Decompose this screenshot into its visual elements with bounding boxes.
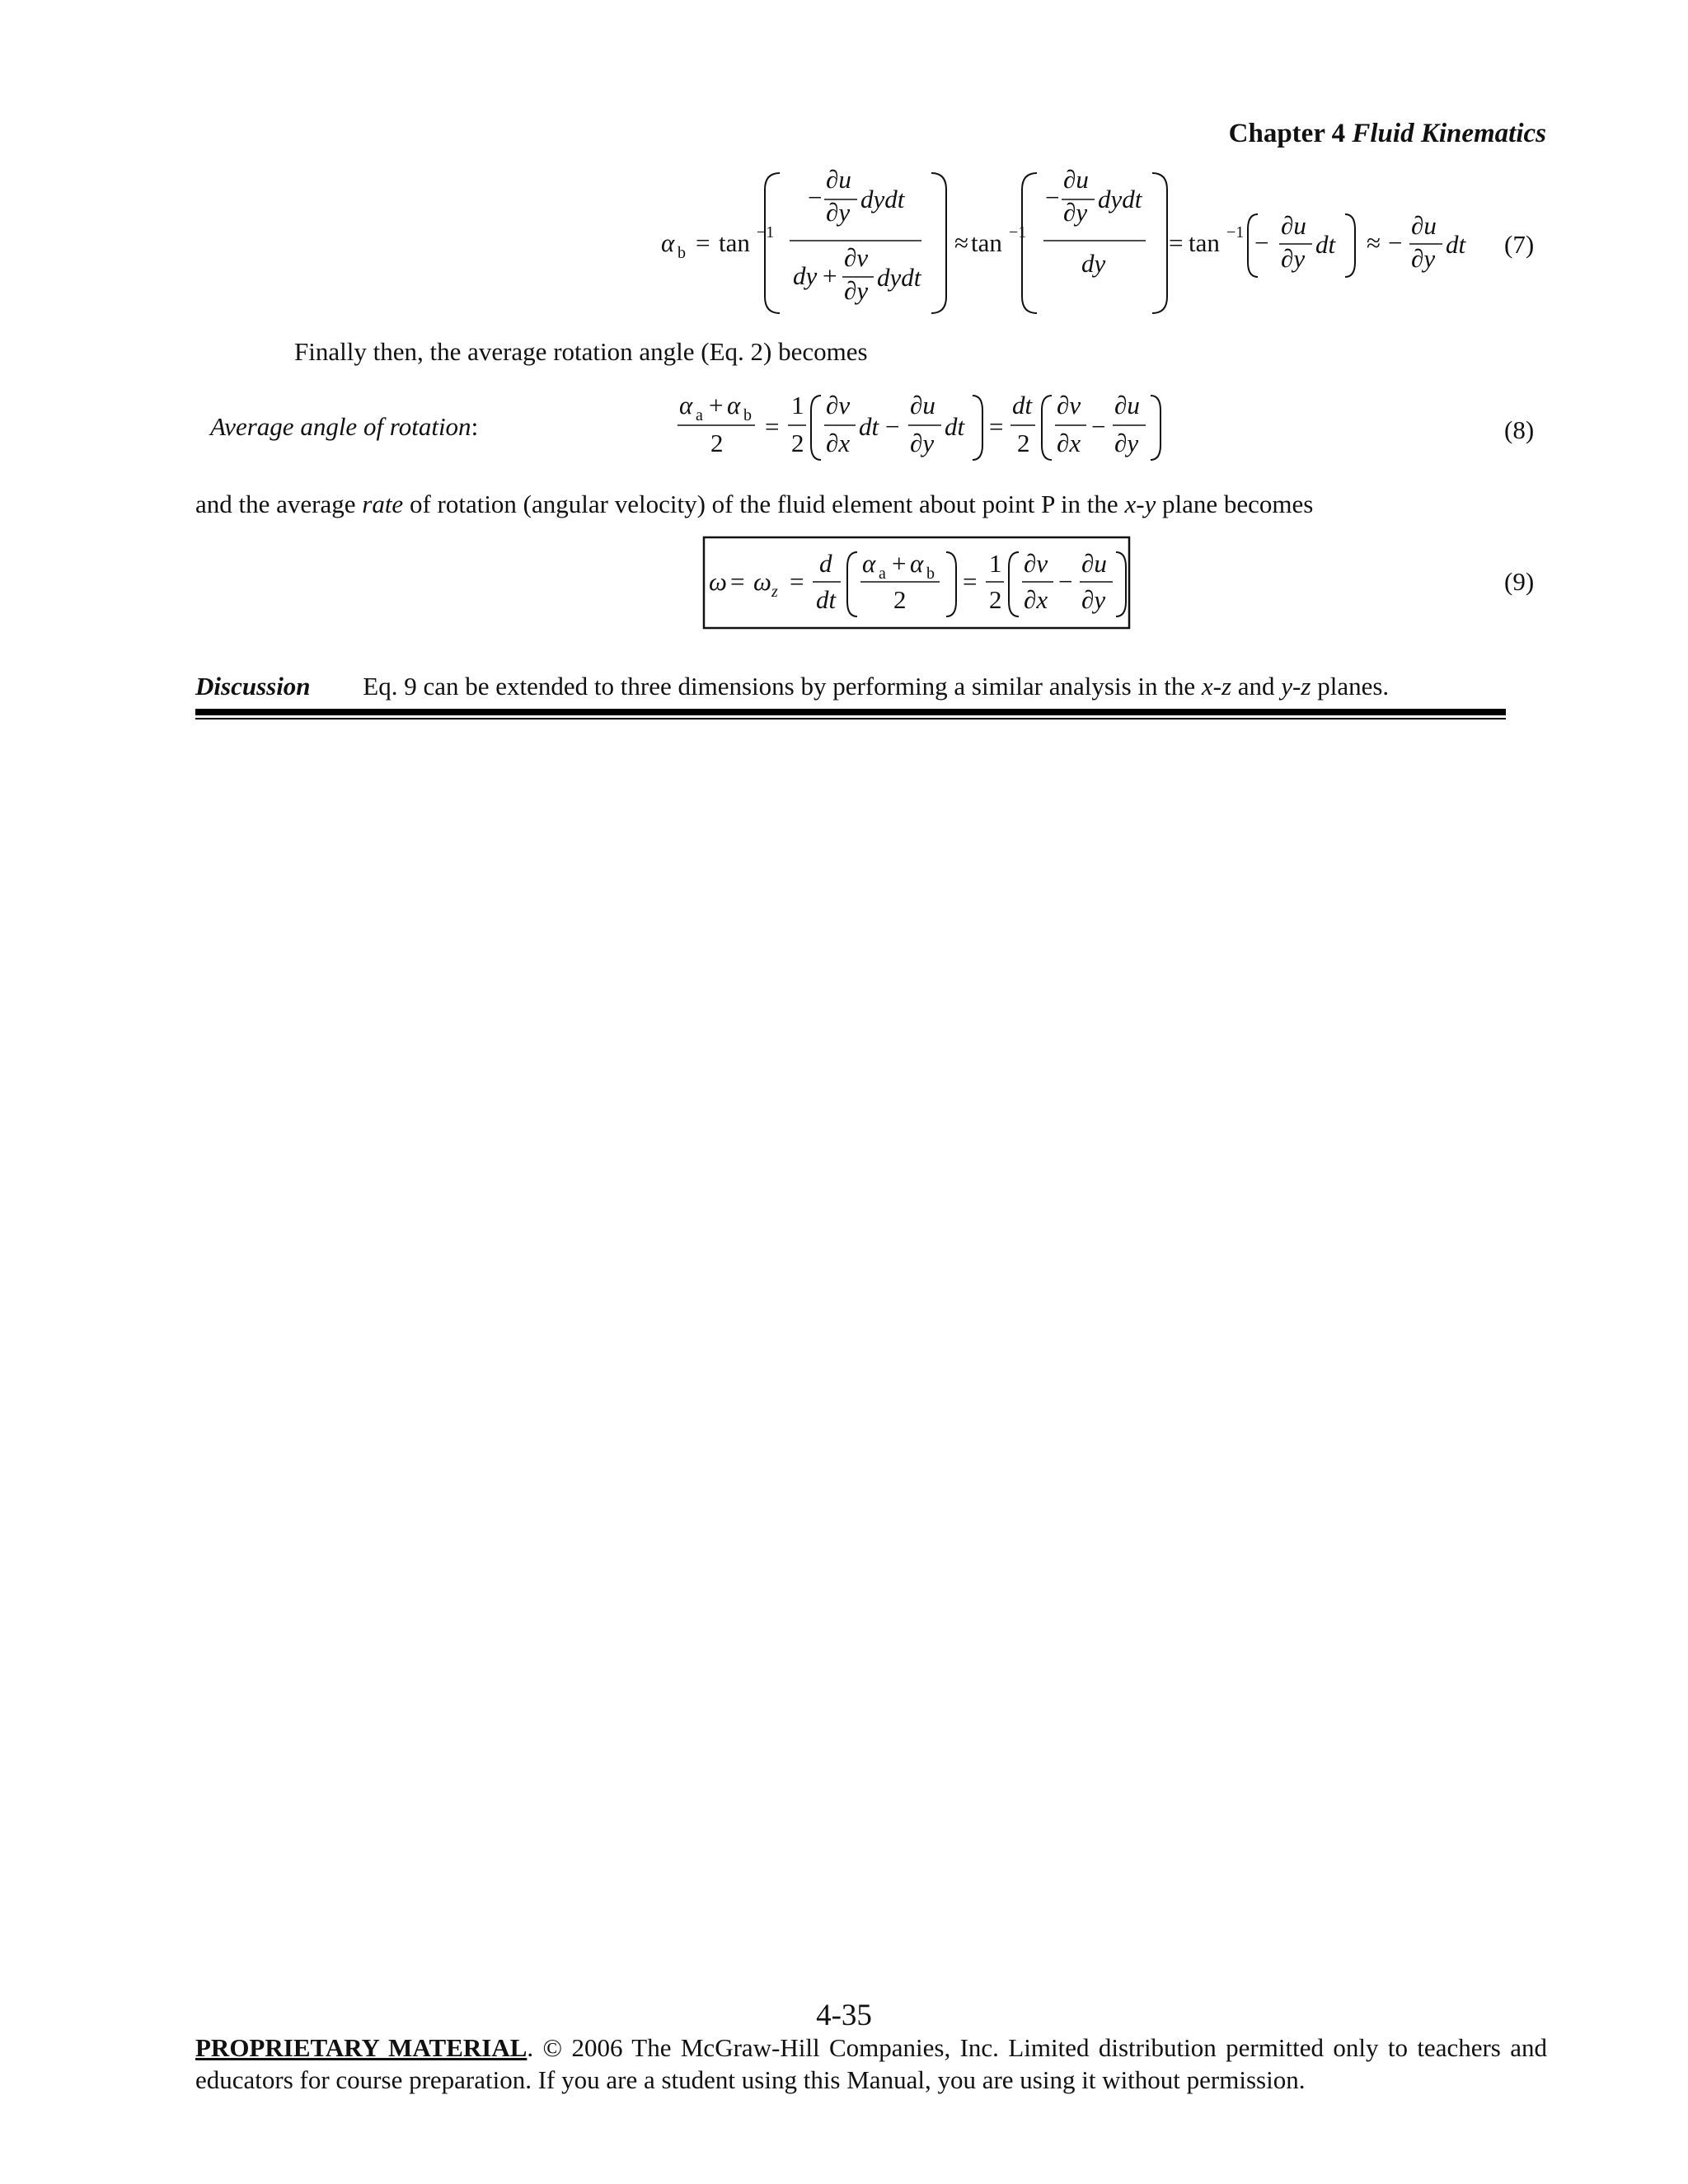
discussion	[195, 673, 1389, 699]
eq7-num2-dy: ∂y	[1063, 198, 1088, 227]
eq7-num2-dydt: dydt	[1098, 185, 1142, 213]
page-number: 4-35	[816, 1999, 872, 2032]
rate-post: plane becomes	[1156, 490, 1314, 518]
eq7-rparen-1	[931, 173, 946, 313]
discussion-pre: Eq. 9 can be extended to three dimensions by performing a similar analysis in the	[363, 672, 1202, 701]
eq9-two-2: 2	[989, 585, 1002, 614]
eq8-alpha-a: α	[679, 391, 693, 419]
eq8-du-2: ∂u	[1114, 391, 1140, 419]
rate-mid: of rotation (angular velocity) of the fluid element about point P in the	[403, 490, 1125, 518]
eq9-omega: ω	[709, 567, 727, 596]
eq7-eq2: =	[1169, 228, 1184, 257]
eq7-num2-minus: −	[1045, 183, 1060, 212]
eq7-alpha: α	[661, 228, 675, 257]
eq8-number: (8)	[1504, 415, 1535, 444]
eq9-rparen-2	[1116, 552, 1126, 616]
eq8-rparen-1	[973, 396, 982, 460]
eq9-alpha-b: α	[910, 549, 924, 578]
eq9-d: d	[819, 549, 832, 578]
eq7-tan3: tan	[1189, 228, 1220, 257]
paragraph-rate	[195, 491, 1313, 517]
eq9-minus: −	[1058, 567, 1073, 596]
eq7-rparen-2	[1152, 173, 1167, 313]
eq7-num-dy: ∂y	[826, 198, 851, 227]
eq7-rparen-3	[1345, 214, 1355, 277]
footer-notice	[195, 2032, 1547, 2096]
paragraph-finally: Finally then, the average rotation angle (Eq. 2) becomes	[294, 337, 868, 366]
eq8-dv-2: ∂v	[1057, 391, 1081, 419]
eq8-two-1: 2	[710, 429, 724, 457]
eq8-lparen-2	[1042, 396, 1052, 460]
eq7-inv3: −1	[1226, 223, 1245, 241]
eq9-lparen-1	[847, 552, 857, 616]
eq8-sub-b: b	[743, 406, 752, 424]
eq7-final-du: ∂u	[1411, 211, 1437, 240]
eq7-num2-du: ∂u	[1063, 165, 1089, 194]
eq9-two-1: 2	[893, 585, 907, 614]
rate-xy: x-y	[1124, 490, 1156, 518]
eq9-one: 1	[989, 549, 1002, 578]
eq8-eq2: =	[989, 412, 1004, 441]
equation-7	[643, 165, 1566, 321]
discussion-yz: y-z	[1281, 672, 1311, 701]
eq9-sub-a: a	[879, 565, 886, 583]
rate-word: rate	[362, 490, 404, 518]
eq8-dy-1: ∂y	[910, 429, 935, 457]
eq8-dt-num: dt	[1012, 391, 1033, 419]
eq7-final-dt: dt	[1446, 230, 1466, 259]
eq9-du: ∂u	[1081, 549, 1107, 578]
eq7-inner-dy: ∂y	[1281, 244, 1306, 273]
eq8-minus-1: −	[885, 412, 900, 441]
eq8-rparen-2	[1151, 396, 1160, 460]
eq8-dv-1: ∂v	[826, 391, 851, 419]
eq7-den2-dy: dy	[1081, 249, 1106, 278]
eq8-dy-2: ∂y	[1114, 429, 1139, 457]
discussion-and: and	[1231, 672, 1282, 701]
eq7-lparen-2	[1022, 173, 1037, 313]
eq9-dy: ∂y	[1081, 585, 1106, 614]
eq8-sub-a: a	[696, 406, 703, 424]
discussion-xz: x-z	[1201, 672, 1232, 701]
eq8-dt-1: dt	[859, 412, 879, 441]
eq7-sub-b: b	[678, 244, 686, 262]
eq8-eq1: =	[765, 412, 780, 441]
eq8-alpha-b: α	[727, 391, 741, 419]
equation-8	[668, 387, 1541, 470]
eq8-minus-2: −	[1091, 412, 1106, 441]
eq8-label-text: Average angle of rotation	[210, 412, 471, 441]
eq9-dt: dt	[816, 585, 837, 614]
eq9-dx: ∂x	[1024, 585, 1048, 614]
eq7-num-dydt: dydt	[860, 185, 905, 213]
eq9-eq2: =	[790, 567, 804, 596]
eq7-den-dydt: dydt	[877, 263, 921, 292]
eq9-number: (9)	[1504, 567, 1535, 596]
eq7-approx2: ≈	[1367, 228, 1381, 257]
eq7-final-minus: −	[1388, 228, 1403, 257]
eq7-number: (7)	[1504, 230, 1535, 259]
discussion-label: Discussion	[195, 672, 311, 701]
eq8-label	[210, 414, 478, 439]
eq9-omega-z: ω	[753, 567, 771, 596]
eq7-inner-minus: −	[1254, 228, 1269, 257]
eq8-dt-2: dt	[945, 412, 965, 441]
eq7-den-dy2: ∂y	[844, 276, 869, 305]
eq7-inv1: −1	[757, 223, 775, 241]
eq8-lparen-1	[811, 396, 821, 460]
eq8-dx-2: ∂x	[1057, 429, 1081, 457]
eq7-tan1: tan	[719, 228, 750, 257]
eq8-dx-1: ∂x	[826, 429, 851, 457]
chapter-number: Chapter 4	[1228, 119, 1346, 148]
eq8-label-colon: :	[471, 412, 479, 441]
eq9-sub-b: b	[926, 565, 935, 583]
eq9-plus: +	[892, 549, 907, 578]
eq8-plus: +	[709, 391, 724, 419]
chapter-header	[1229, 120, 1546, 148]
eq7-den-dy: dy	[793, 261, 818, 290]
eq7-den-plus: +	[823, 261, 837, 290]
chapter-title: Fluid Kinematics	[1352, 119, 1546, 148]
eq9-eq1: =	[730, 567, 745, 596]
discussion-post: planes.	[1311, 672, 1390, 701]
eq8-two-2: 2	[791, 429, 804, 457]
eq7-approx1: ≈	[954, 228, 969, 257]
rate-pre: and the average	[195, 490, 363, 518]
section-rule-thick	[195, 709, 1506, 715]
eq9-alpha-a: α	[862, 549, 876, 578]
eq9-dv: ∂v	[1024, 549, 1048, 578]
eq7-inner-du: ∂u	[1281, 211, 1306, 240]
eq7-den-dv: ∂v	[844, 243, 869, 272]
eq7-num-minus: −	[808, 183, 823, 212]
eq9-rparen-1	[946, 552, 956, 616]
eq8-two-3: 2	[1017, 429, 1030, 457]
eq9-sub-z: z	[771, 583, 778, 601]
section-rule-thin	[195, 718, 1506, 719]
eq7-inv2: −1	[1009, 223, 1027, 241]
equation-9	[701, 534, 1541, 633]
eq7-inner-dt: dt	[1315, 230, 1336, 259]
eq9-lparen-2	[1009, 552, 1019, 616]
eq7-tan2: tan	[971, 228, 1002, 257]
eq8-one-1: 1	[791, 391, 804, 419]
eq7-eq1: =	[696, 228, 710, 257]
footer-rest: . © 2006 The McGraw-Hill Companies, Inc. Limited distribution permitted only to teachers and educators for course preparation. If you are a student using this Manual, you are using it without permission.	[195, 2033, 1548, 2094]
footer-proprietary: PROPRIETARY MATERIAL	[195, 2033, 528, 2062]
eq8-du-1: ∂u	[910, 391, 935, 419]
eq7-final-dy: ∂y	[1411, 244, 1436, 273]
eq9-eq3: =	[963, 567, 978, 596]
eq7-num-du: ∂u	[826, 165, 851, 194]
eq7-lparen-1	[765, 173, 780, 313]
